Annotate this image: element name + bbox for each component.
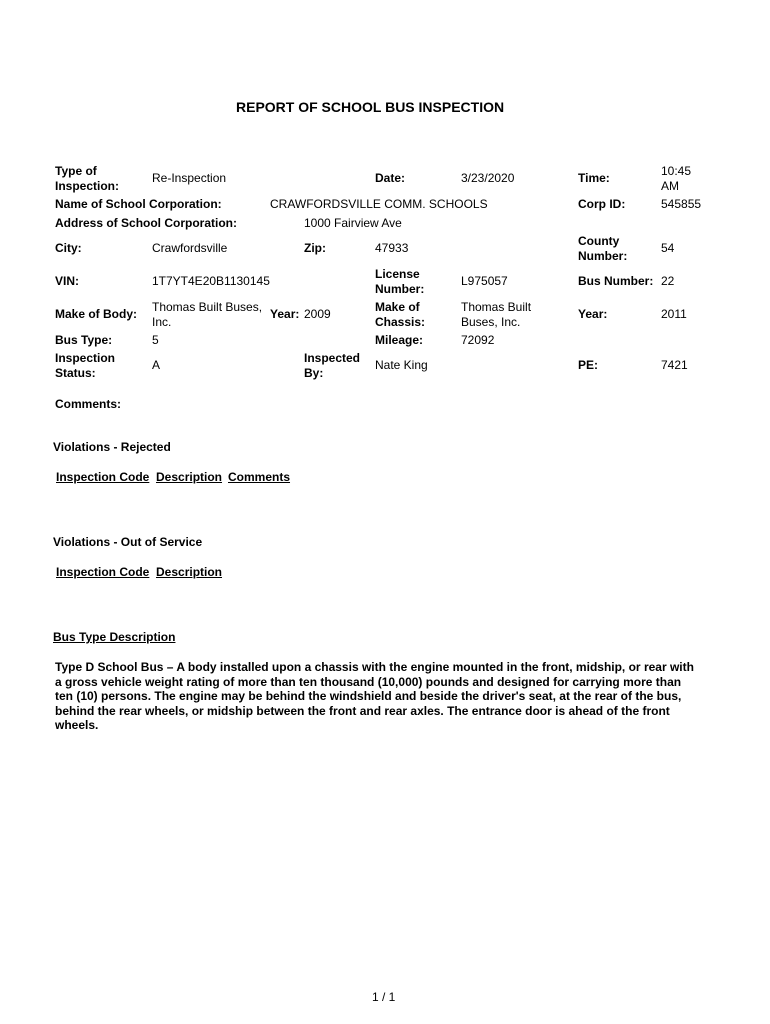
year-body-value: 2009 xyxy=(304,307,331,321)
license-label-line1: License xyxy=(375,267,420,281)
inspected-label-line1: Inspected xyxy=(304,351,361,365)
mileage-label: Mileage: xyxy=(375,333,424,347)
time-value-line1: 10:45 xyxy=(661,164,692,178)
violations-oos-heading: Violations - Out of Service xyxy=(53,535,203,549)
time-label: Time: xyxy=(578,171,610,185)
bus-number-value: 22 xyxy=(661,274,675,288)
rejected-col-comments: Comments xyxy=(228,470,291,484)
make-chassis-label-line2: Chassis: xyxy=(375,315,426,329)
description-line: wheels. xyxy=(55,718,99,733)
bus-number-label: Bus Number: xyxy=(578,274,654,288)
corp-name-value: CRAWFORDSVILLE COMM. SCHOOLS xyxy=(270,197,488,211)
rejected-col-inspection-code: Inspection Code xyxy=(56,470,150,484)
status-label-line2: Status: xyxy=(55,366,96,380)
type-label-line2: Inspection: xyxy=(55,179,120,193)
zip-value: 47933 xyxy=(375,241,409,255)
comments-label: Comments: xyxy=(55,397,122,411)
bus-type-value: 5 xyxy=(152,333,159,347)
zip-label: Zip: xyxy=(304,241,326,255)
pe-label: PE: xyxy=(578,358,599,372)
type-label-line1: Type of xyxy=(55,164,97,178)
make-chassis-value-line2: Buses, Inc. xyxy=(461,315,521,329)
make-body-value-line1: Thomas Built Buses, xyxy=(152,300,263,314)
year-body-label: Year: xyxy=(270,307,300,321)
city-value: Crawfordsville xyxy=(152,241,228,255)
date-value: 3/23/2020 xyxy=(461,171,515,185)
corp-id-value: 545855 xyxy=(661,197,702,211)
page-indicator: 1 / 1 xyxy=(372,990,396,1004)
oos-col-description: Description xyxy=(156,565,223,579)
city-label: City: xyxy=(55,241,82,255)
county-label-line2: Number: xyxy=(578,249,628,263)
address-label: Address of School Corporation: xyxy=(55,216,238,230)
status-value: A xyxy=(152,358,161,372)
inspected-value: Nate King xyxy=(375,358,428,372)
inspected-label-line2: By: xyxy=(304,366,324,380)
description-line: a gross vehicle weight rating of more than ten thousand (10,000) pounds and designed for carrying more than xyxy=(55,674,682,689)
address-value: 1000 Fairview Ave xyxy=(304,216,402,230)
bus-type-description-heading: Bus Type Description xyxy=(53,630,176,644)
description-line: behind the rear wheels, or midship between the front and rear axles. The entrance door is ahead of the front xyxy=(55,703,670,718)
make-body-label: Make of Body: xyxy=(55,307,138,321)
mileage-value: 72092 xyxy=(461,333,495,347)
type-value: Re-Inspection xyxy=(152,171,227,185)
year-chassis-label: Year: xyxy=(578,307,608,321)
make-chassis-value-line1: Thomas Built xyxy=(461,300,532,314)
date-label: Date: xyxy=(375,171,406,185)
vin-label: VIN: xyxy=(55,274,79,288)
corp-id-label: Corp ID: xyxy=(578,197,626,211)
corp-name-label: Name of School Corporation: xyxy=(55,197,222,211)
bus-type-description-text xyxy=(55,660,715,733)
license-value: L975057 xyxy=(461,274,508,288)
license-label-line2: Number: xyxy=(375,282,425,296)
oos-col-inspection-code: Inspection Code xyxy=(56,565,150,579)
year-chassis-value: 2011 xyxy=(661,307,687,321)
make-body-value-line2: Inc. xyxy=(152,315,172,329)
pe-value: 7421 xyxy=(661,358,688,372)
description-line: Type D School Bus – A body installed upon a chassis with the engine mounted in the front, midship, or rear with xyxy=(55,660,694,674)
rejected-col-description: Description xyxy=(156,470,223,484)
vin-value: 1T7YT4E20B1130145 xyxy=(152,274,270,288)
page-title: REPORT OF SCHOOL BUS INSPECTION xyxy=(236,99,505,115)
county-label-line1: County xyxy=(578,234,620,248)
bus-type-label: Bus Type: xyxy=(55,333,113,347)
time-value-line2: AM xyxy=(661,179,679,193)
make-chassis-label-line1: Make of xyxy=(375,300,420,314)
description-line: ten (10) persons. The engine may be behind the windshield and beside the driver's seat, at the rear of the bus, xyxy=(55,689,682,704)
status-label-line1: Inspection xyxy=(55,351,116,365)
violations-rejected-heading: Violations - Rejected xyxy=(53,440,171,454)
county-value: 54 xyxy=(661,241,675,255)
